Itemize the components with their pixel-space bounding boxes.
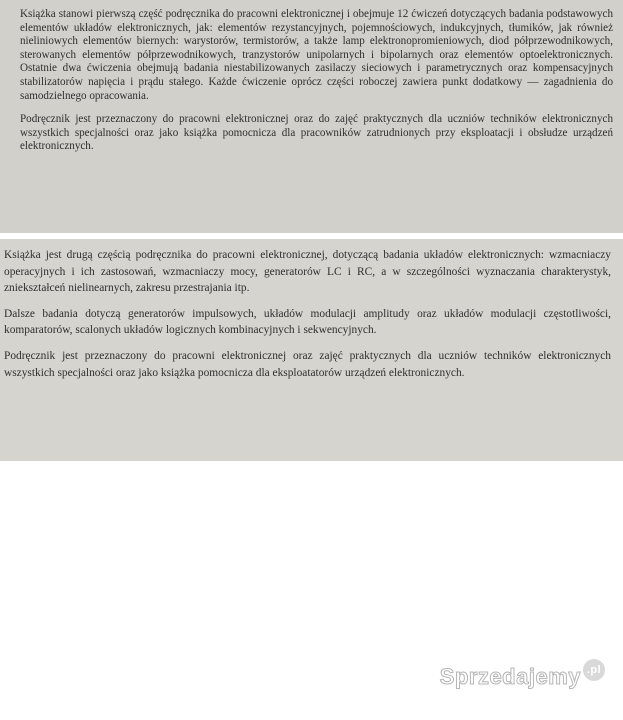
top-book-excerpt bbox=[0, 0, 623, 233]
bottom-paragraph-2: Dalsze badania dotyczą generatorów impulsowych, układów modulacji amplitudy oraz układów modulacji częstotliwości, komparatorów, scalonych układów logicznych kombinacyjnych i sekwencyjnych. bbox=[4, 307, 611, 337]
watermark-badge: .pl bbox=[583, 659, 605, 681]
sprzedajemy-watermark bbox=[440, 664, 605, 690]
bottom-paragraph-1: Książka jest drugą częścią podręcznika do pracowni elektronicznej, dotyczącą badania układów elektronicznych: wzmacniaczy operacyjnych i ich zastosowań, wzmacniaczy mocy, generatorów LC i RC, a w szczególności wyznaczania charakterystyk, zniekształceń nielinearnych, zakresu przestrajania itp. bbox=[4, 249, 611, 295]
top-paragraph-1: Książka stanowi pierwszą część podręcznika do pracowni elektronicznej i obejmuje 12 ćwiczeń dotyczących badania podstawowych elementów układów elektronicznych, jak: elementów rezystancyjnych, pojemnościowych, indukcyjnych, tłumików, jak również nieliniowych elementów biernych: warystorów, termistorów, a także lamp elektronopromieniowych, diod półprzewodnikowych, sterowanych elementów półprzewodnikowych, tranzystorów unipolarnych i bipolarnych oraz elementów optoelektronicznych. Ostatnie dwa ćwiczenia obejmują badania niestabilizowanych zasilaczy sieciowych i parametrycznych oraz kompensacyjnych stabilizatorów napięcia i prądu stałego. Każde ćwiczenie oprócz części roboczej zawiera punkt dodatkowy — zagadnienia do samodzielnego opracowania. bbox=[20, 8, 613, 102]
watermark-text: Sprzedajemy bbox=[439, 664, 581, 689]
top-paragraph-2: Podręcznik jest przeznaczony do pracowni elektronicznej oraz do zajęć praktycznych dla uczniów techników elektronicznych wszystkich specjalności oraz jako książka pomocnicza dla pracowników zatrudnionych przy eksploatacji i obsłudze urządzeń elektronicznych. bbox=[20, 113, 613, 153]
bottom-book-excerpt bbox=[0, 239, 623, 461]
bottom-paragraph-3: Podręcznik jest przeznaczony do pracowni elektronicznej oraz zajęć praktycznych dla uczniów techników elektronicznych wszystkich specjalności oraz jako książka pomocnicza dla eksploatatorów urządzeń elektronicznych. bbox=[4, 349, 611, 379]
